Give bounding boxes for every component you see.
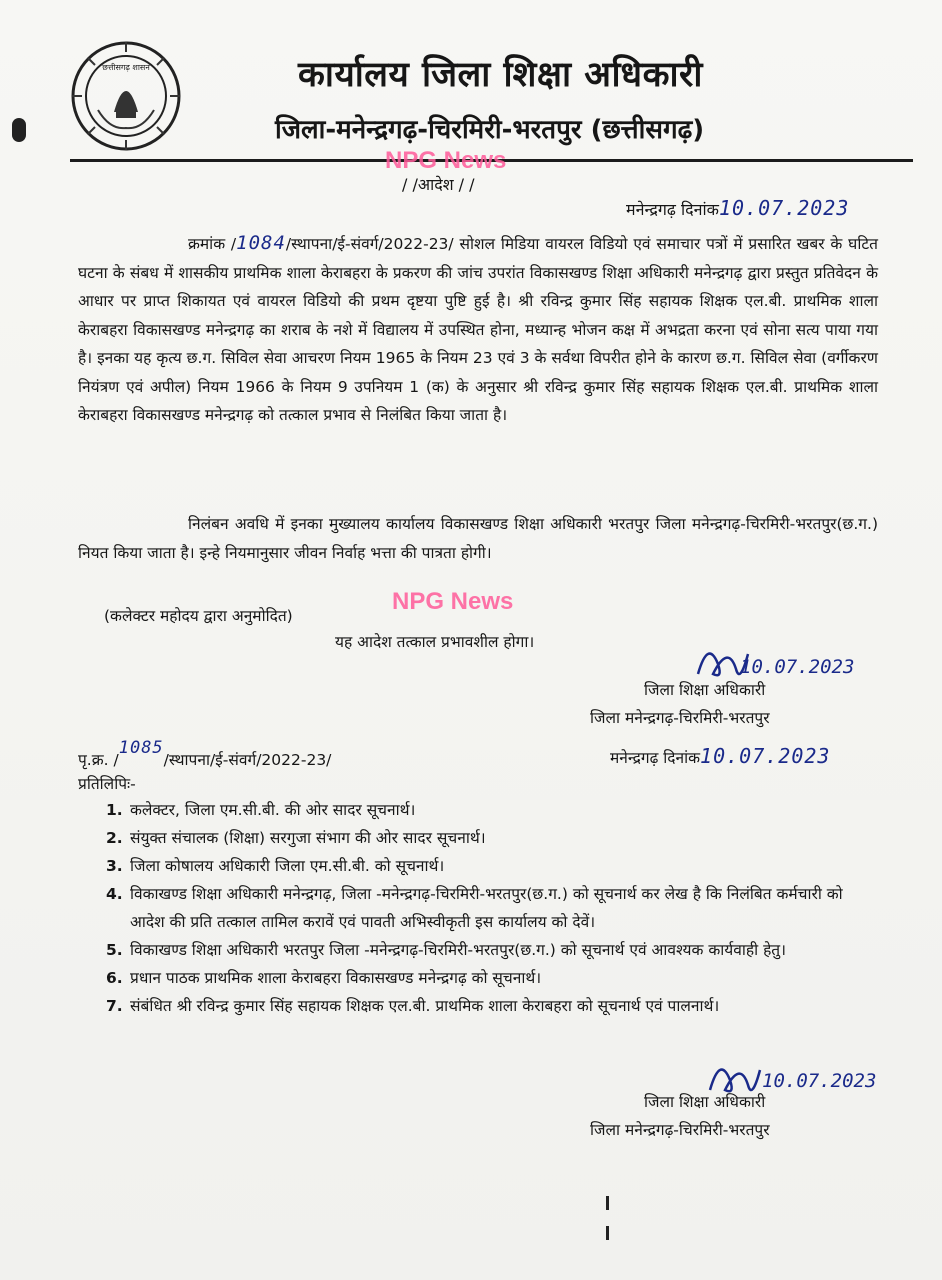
- copy-ref-number: 1085: [118, 738, 164, 758]
- effect-note: यह आदेश तत्काल प्रभावशील होगा।: [335, 633, 535, 651]
- approval-note: (कलेक्टर महोदय द्वारा अनुमोदित): [104, 607, 293, 625]
- list-item: 5. विकाखण्ड शिक्षा अधिकारी भरतपुर जिला -मनेन्द्रगढ़-चिरमिरी-भरतपुर(छ.ग.) को सूचनार्थ एवं आवश्यक कार्यवाही हेतु।: [106, 941, 787, 959]
- copy-ref-suffix: /स्थापना/ई-संवर्ग/2022-23/: [163, 751, 332, 769]
- signature-block-2: [590, 1088, 770, 1144]
- copy-recipient-list: [78, 796, 878, 1020]
- order-heading: / /आदेश / /: [402, 175, 475, 194]
- state-emblem-seal-icon: [70, 40, 182, 152]
- order-ref-suffix: /स्थापना/ई-संवर्ग/2022-23/: [285, 235, 454, 253]
- copy-date-line: [610, 744, 830, 768]
- date-label: मनेन्द्रगढ़ दिनांक: [626, 200, 719, 219]
- handwritten-date: 10.07.2023: [718, 196, 850, 220]
- copy-ref-line: [78, 738, 332, 770]
- order-date: [626, 196, 849, 220]
- list-item: 6. प्रधान पाठक प्राथमिक शाला केराबहरा विकासखण्ड मनेन्द्रगढ़ को सूचनार्थ।: [106, 969, 542, 987]
- copy-date-label: मनेन्द्रगढ़ दिनांक: [610, 749, 701, 767]
- list-item: 2. संयुक्त संचालक (शिक्षा) सरगुजा संभाग की ओर सादर सूचनार्थ।: [106, 829, 486, 847]
- order-ref-number: 1084: [236, 232, 286, 254]
- order-ref-prefix: क्रमांक /: [188, 235, 237, 253]
- list-item: 3. जिला कोषालय अधिकारी जिला एम.सी.बी. को सूचनार्थ।: [106, 857, 445, 875]
- stray-mark: [606, 1226, 609, 1240]
- signatory-place: जिला मनेन्द्रगढ़-चिरमिरी-भरतपुर: [590, 1121, 770, 1139]
- signature-1-date: 10.07.2023: [740, 656, 855, 678]
- copy-handwritten-date: 10.07.2023: [700, 744, 831, 768]
- stray-mark: [606, 1196, 609, 1210]
- signature-block-1: [590, 676, 770, 732]
- order-paragraph-1: [78, 229, 878, 430]
- signatory-place: जिला मनेन्द्रगढ़-चिरमिरी-भरतपुर: [590, 709, 770, 727]
- order-body-text: सोशल मिडिया वायरल विडियो एवं समाचार पत्रों में प्रसारित खबर के घटित घटना के संबध में शासकीय प्राथमिक शाला केराबहरा के प्रकरण की जांच उपरांत विकासखण्ड शिक्षा अधिकारी मनेन्द्रगढ़ द्वारा प्रस्तुत प्रतिवेदन के आधार पर प्राप्त शिकायत एवं वायरल विडियो की प्रथम दृष्टया पुष्टि हुई है। श्री रविन्द्र कुमार सिंह सहायक शिक्षक एल.बी. प्राथमिक शाला केराबहरा विकासखण्ड मनेन्द्रगढ़ का शराब के नशे में विद्यालय में उपस्थित होना, मध्यान्ह भोजन कक्ष में अभद्रता करना एवं सोना सत्य पाया गया है। इनका यह कृत्य छ.ग. सिविल सेवा आचरण नियम 1965 के नियम 23 एवं 3 के सर्वथा विपरीत होने के कारण छ.ग. सिविल सेवा (वर्गीकरण नियंत्रण एवं अपील) नियम 1966 के नियम 9 उपनियम 1 (क) के अनुसार श्री रविन्द्र कुमार सिंह सहायक शिक्षक एल.बी. प्राथमिक शाला केराबहरा विकासखण्ड मनेन्द्रगढ़ को तत्काल प्रभाव से निलंबित किया जाता है।: [78, 235, 878, 424]
- signature-2-date: 10.07.2023: [762, 1070, 877, 1092]
- order-paragraph-2: निलंबन अवधि में इनका मुख्यालय कार्यालय विकासखण्ड शिक्षा अधिकारी भरतपुर जिला मनेन्द्रगढ़-चिरमिरी-भरतपुर(छ.ग.) नियत किया जाता है। इन्हे नियमानुसार जीवन निर्वाह भत्ता की पात्रता होगी।: [78, 515, 878, 562]
- watermark: NPG News: [385, 147, 507, 174]
- copy-heading: प्रतिलिपिः-: [78, 775, 136, 793]
- punch-hole: [12, 118, 26, 142]
- list-item: 7. संबंधित श्री रविन्द्र कुमार सिंह सहायक शिक्षक एल.बी. प्राथमिक शाला केराबहरा को सूचनार्थ एवं पालनार्थ।: [106, 997, 720, 1015]
- signatory-designation: जिला शिक्षा अधिकारी: [644, 681, 766, 699]
- list-item: 1. कलेक्टर, जिला एम.सी.बी. की ओर सादर सूचनार्थ।: [106, 801, 416, 819]
- watermark-2: NPG News: [392, 588, 514, 615]
- copy-ref-prefix: पृ.क्र. /: [78, 751, 119, 769]
- district-subtitle: जिला-मनेन्द्रगढ़-चिरमिरी-भरतपुर (छत्तीसगढ़): [275, 115, 705, 145]
- signatory-designation: जिला शिक्षा अधिकारी: [644, 1093, 766, 1111]
- list-item: 4. विकाखण्ड शिक्षा अधिकारी मनेन्द्रगढ़, जिला -मनेन्द्रगढ़-चिरमिरी-भरतपुर(छ.ग.) को सूचनार्थ कर लेख है कि निलंबित कर्मचारी को आदेश की प्रति तत्काल तामिल करावें एवं पावती अभिस्वीकृती इस कार्यालय को देवें।: [106, 885, 843, 931]
- svg-text:छत्तीसगढ़ शासन: छत्तीसगढ़ शासन: [102, 63, 150, 72]
- office-title: कार्यालय जिला शिक्षा अधिकारी: [298, 55, 703, 95]
